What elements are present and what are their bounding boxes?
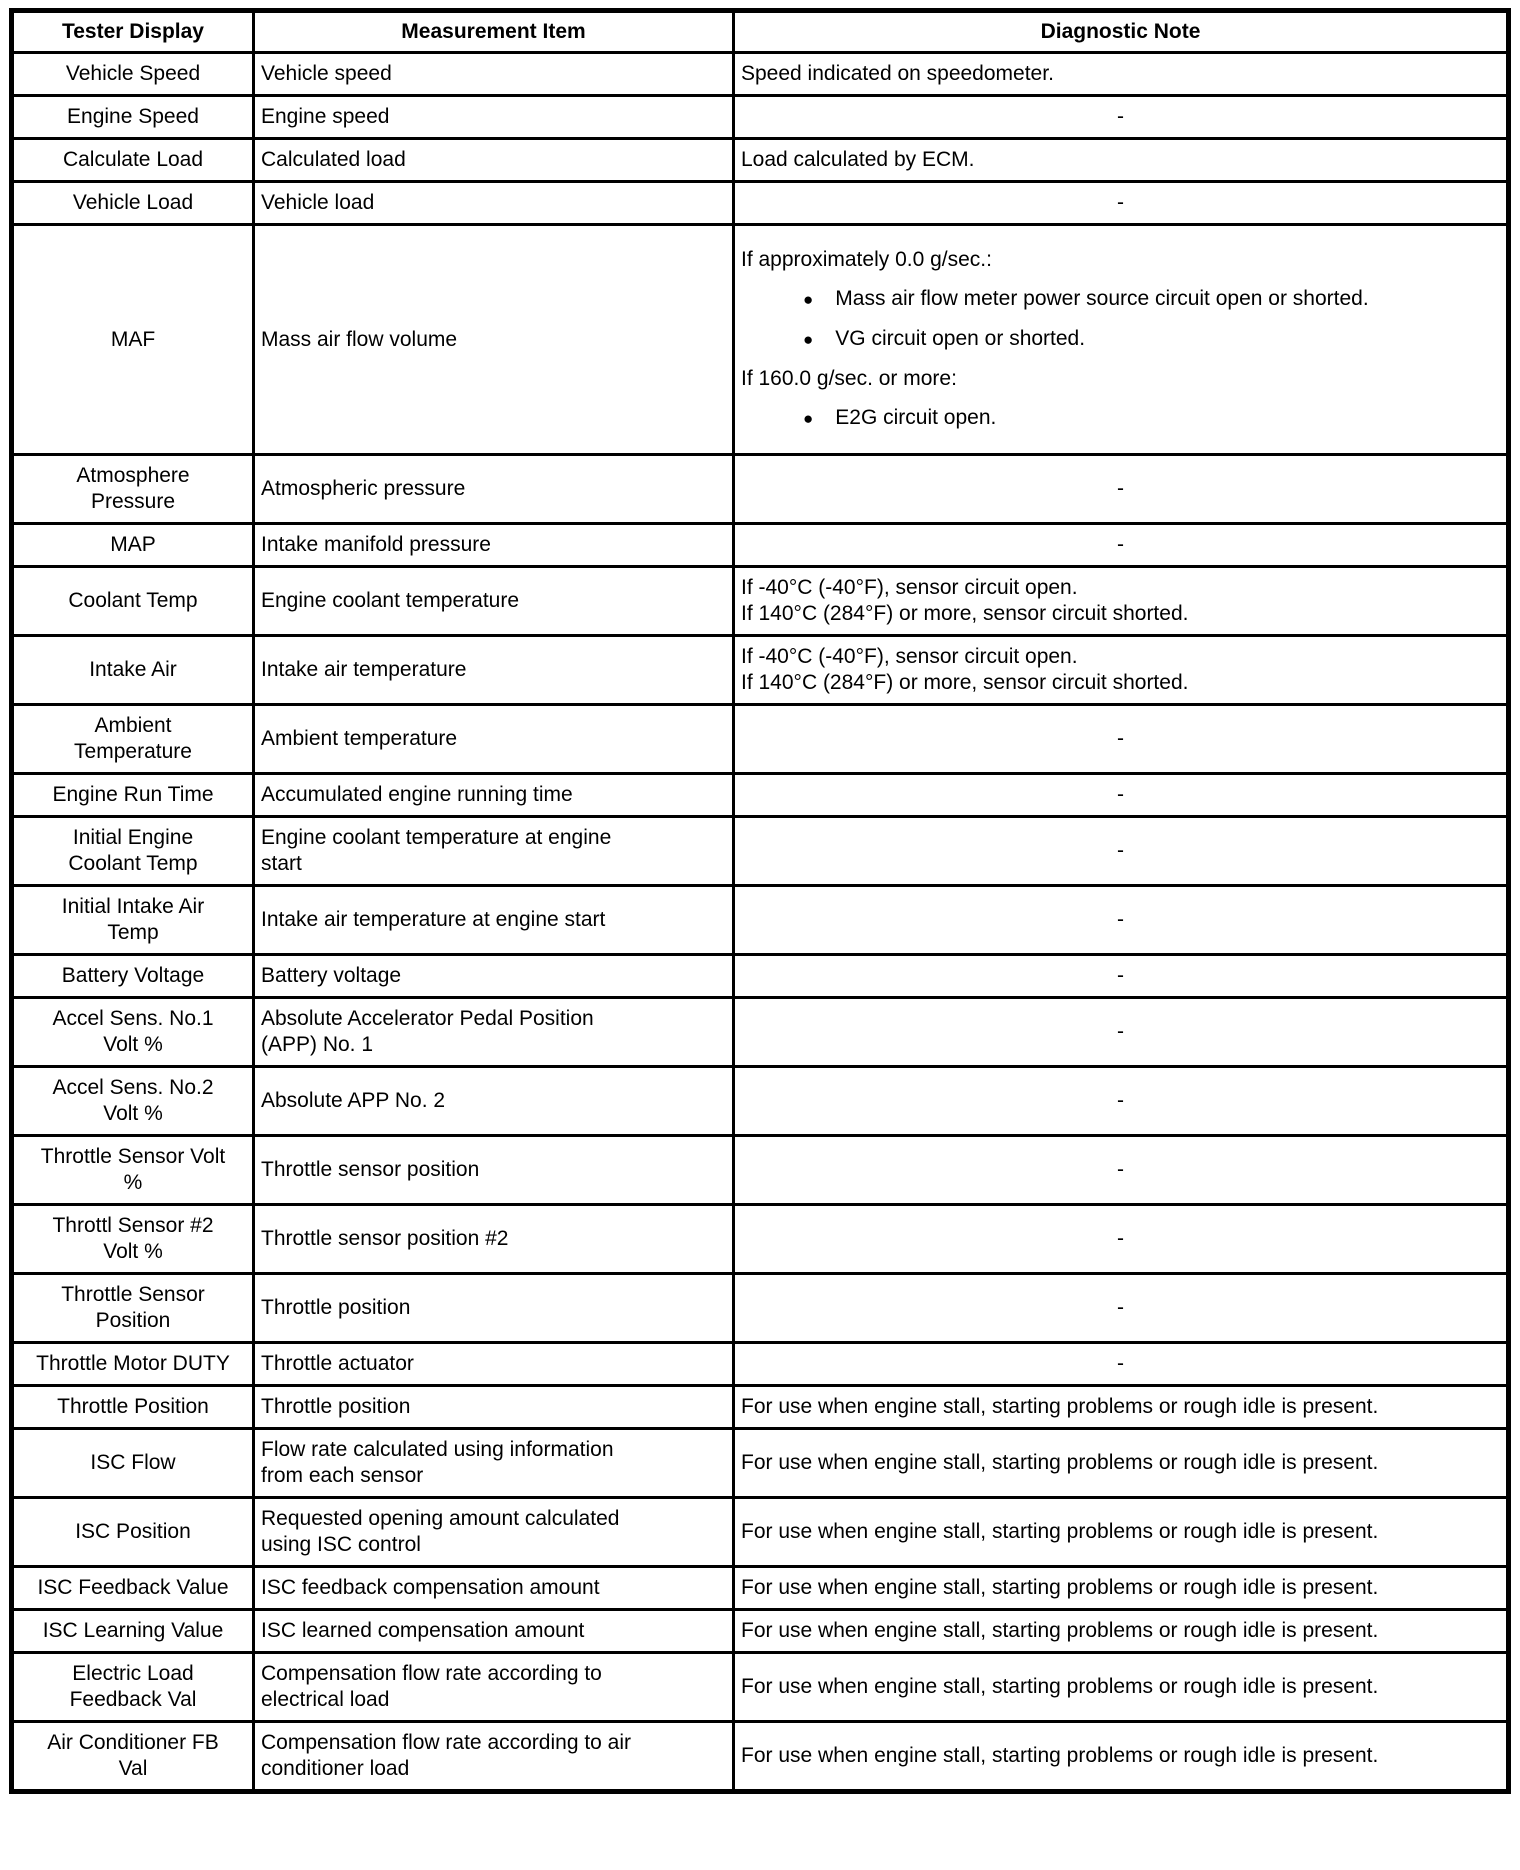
cell-line: Calculated load (261, 148, 406, 171)
cell-line: Electric Load (72, 1662, 194, 1685)
cell-line: ISC feedback compensation amount (261, 1576, 600, 1599)
note-line: If -40°C (-40°F), sensor circuit open. (741, 645, 1078, 668)
tester-display-cell (12, 455, 254, 524)
diagnostic-note-cell (734, 455, 1509, 524)
measurement-item-cell (254, 705, 734, 774)
tester-display-cell (12, 1067, 254, 1136)
cell-line: Engine Speed (67, 105, 199, 128)
cell-line: % (123, 1171, 143, 1194)
cell-line: conditioner load (261, 1757, 410, 1780)
bullet-icon: ● (803, 290, 814, 309)
table-row (12, 886, 1509, 955)
cell-line: MAP (110, 533, 156, 556)
diagnostic-note-cell (734, 817, 1509, 886)
cell-line: Throttle sensor position (261, 1158, 480, 1181)
table-row (12, 524, 1509, 567)
table-row (12, 182, 1509, 225)
measurement-item-cell (254, 1386, 734, 1429)
cell-line: Val (118, 1757, 148, 1780)
note-line: For use when engine stall, starting problems or rough idle is present. (741, 1675, 1379, 1698)
tester-display-cell (12, 524, 254, 567)
dash-placeholder: - (1117, 1020, 1124, 1043)
diagnostic-note-cell (734, 96, 1509, 139)
cell-line: Throttle Position (57, 1395, 209, 1418)
dash-placeholder: - (1117, 908, 1124, 931)
cell-line: from each sensor (261, 1464, 424, 1487)
dash-placeholder: - (1117, 1158, 1124, 1181)
cell-line: Air Conditioner FB (47, 1731, 219, 1754)
note-line: Load calculated by ECM. (741, 148, 975, 171)
measurement-item-cell (254, 1067, 734, 1136)
measurement-item-cell (254, 1610, 734, 1653)
cell-line: Absolute Accelerator Pedal Position (261, 1007, 594, 1030)
cell-line: ISC learned compensation amount (261, 1619, 585, 1642)
cell-line: Throttle sensor position #2 (261, 1227, 509, 1250)
cell-line: Intake air temperature (261, 658, 467, 681)
diagnostic-note-cell (734, 225, 1509, 455)
cell-line: Pressure (90, 490, 176, 513)
cell-line: Ambient (94, 714, 172, 737)
table-header-row (12, 11, 1509, 53)
column-header-diagnostic-note: Diagnostic Note (734, 11, 1509, 53)
tester-display-cell (12, 1274, 254, 1343)
table-row (12, 1498, 1509, 1567)
table-row (12, 1722, 1509, 1792)
table-row (12, 1343, 1509, 1386)
dash-placeholder: - (1117, 727, 1124, 750)
tester-display-cell (12, 955, 254, 998)
cell-line: Accumulated engine running time (261, 783, 573, 806)
tester-display-cell (12, 705, 254, 774)
measurement-item-cell (254, 1343, 734, 1386)
measurement-item-cell (254, 998, 734, 1067)
tester-display-cell (12, 1136, 254, 1205)
table-row (12, 1274, 1509, 1343)
diagnostic-note-cell (734, 1653, 1509, 1722)
tester-display-cell (12, 1567, 254, 1610)
cell-line: Requested opening amount calculated (261, 1507, 620, 1530)
cell-line: Temp (107, 921, 159, 944)
table-row (12, 1067, 1509, 1136)
table-row (12, 955, 1509, 998)
table-row (12, 567, 1509, 636)
measurement-item-cell (254, 524, 734, 567)
diagnostic-note-cell (734, 1136, 1509, 1205)
note-line: If approximately 0.0 g/sec.: (741, 248, 992, 271)
tester-display-cell (12, 1610, 254, 1653)
cell-line: Throttle actuator (261, 1352, 414, 1375)
diagnostic-note-cell (734, 636, 1509, 705)
tester-display-cell (12, 139, 254, 182)
note-line: For use when engine stall, starting problems or rough idle is present. (741, 1619, 1379, 1642)
diagnostic-note-cell (734, 139, 1509, 182)
measurement-item-cell (254, 1205, 734, 1274)
measurement-item-cell (254, 1429, 734, 1498)
cell-line: Position (95, 1309, 171, 1332)
cell-line: Engine Run Time (52, 783, 214, 806)
cell-line: Compensation flow rate according to air (261, 1731, 632, 1754)
table-row (12, 1653, 1509, 1722)
cell-line: Throttl Sensor #2 (52, 1214, 214, 1237)
note-line: Speed indicated on speedometer. (741, 62, 1054, 85)
table-row (12, 774, 1509, 817)
dash-placeholder: - (1117, 191, 1124, 214)
tester-display-cell (12, 886, 254, 955)
tester-display-cell (12, 1498, 254, 1567)
tester-display-cell (12, 774, 254, 817)
diagnostic-note-cell (734, 955, 1509, 998)
bullet-text: E2G circuit open. (835, 406, 997, 429)
cell-line: Mass air flow volume (261, 327, 458, 351)
table-row (12, 1136, 1509, 1205)
cell-line: Vehicle load (261, 191, 375, 214)
table-row (12, 1205, 1509, 1274)
cell-line: ISC Learning Value (42, 1619, 224, 1642)
cell-line: Intake Air (89, 658, 177, 681)
tester-display-cell (12, 1429, 254, 1498)
cell-line: ISC Flow (90, 1451, 176, 1474)
table-row (12, 53, 1509, 96)
table-row (12, 1610, 1509, 1653)
cell-line: Volt % (103, 1240, 163, 1263)
measurement-item-cell (254, 1567, 734, 1610)
measurement-item-cell (254, 955, 734, 998)
cell-line: Battery voltage (261, 964, 402, 987)
measurement-item-cell (254, 1653, 734, 1722)
cell-line: MAF (110, 327, 156, 351)
cell-line: using ISC control (261, 1533, 421, 1556)
dash-placeholder: - (1117, 964, 1124, 987)
dash-placeholder: - (1117, 1352, 1124, 1375)
cell-line: Throttle position (261, 1296, 411, 1319)
cell-line: Intake manifold pressure (261, 533, 491, 556)
tester-display-cell (12, 817, 254, 886)
cell-line: (APP) No. 1 (261, 1033, 374, 1056)
note-line: If -40°C (-40°F), sensor circuit open. (741, 576, 1078, 599)
cell-line: Initial Engine (72, 826, 194, 849)
bullet-item (741, 286, 1500, 313)
table-row (12, 998, 1509, 1067)
column-header-measurement-item: Measurement Item (254, 11, 734, 53)
measurement-item-cell (254, 1498, 734, 1567)
measurement-item-cell (254, 636, 734, 705)
cell-line: Vehicle Load (72, 191, 194, 214)
cell-line: Coolant Temp (68, 589, 198, 612)
diagnostic-note-cell (734, 53, 1509, 96)
diagnostic-note-cell (734, 182, 1509, 225)
diagnostic-note-cell (734, 1567, 1509, 1610)
tester-display-cell (12, 225, 254, 455)
dash-placeholder: - (1117, 839, 1124, 862)
note-line: For use when engine stall, starting problems or rough idle is present. (741, 1576, 1379, 1599)
cell-line: Flow rate calculated using information (261, 1438, 614, 1461)
cell-line: ISC Feedback Value (37, 1576, 229, 1599)
note-line: If 140°C (284°F) or more, sensor circuit shorted. (741, 671, 1189, 694)
table-row (12, 636, 1509, 705)
cell-line: start (261, 852, 302, 875)
measurement-item-cell (254, 139, 734, 182)
dash-placeholder: - (1117, 1227, 1124, 1250)
diagnostic-note-cell (734, 1722, 1509, 1792)
table-row (12, 1429, 1509, 1498)
tester-display-cell (12, 96, 254, 139)
cell-line: Atmosphere (76, 464, 190, 487)
tester-display-cell (12, 1343, 254, 1386)
diagnostic-note-cell (734, 524, 1509, 567)
cell-line: Accel Sens. No.2 (52, 1076, 214, 1099)
diagnostic-note-cell (734, 1067, 1509, 1136)
tester-display-cell (12, 636, 254, 705)
cell-line: Accel Sens. No.1 (52, 1007, 214, 1030)
dash-placeholder: - (1117, 1089, 1124, 1112)
cell-line: Vehicle speed (261, 62, 392, 85)
note-line: For use when engine stall, starting problems or rough idle is present. (741, 1451, 1379, 1474)
cell-line: Engine speed (261, 105, 390, 128)
bullet-item (741, 326, 1500, 353)
cell-line: Throttle Sensor (61, 1283, 205, 1306)
measurement-item-cell (254, 53, 734, 96)
cell-line: Coolant Temp (68, 852, 198, 875)
diagnostic-note-cell (734, 774, 1509, 817)
cell-line: Temperature (74, 740, 192, 763)
cell-line: Vehicle Speed (65, 62, 201, 85)
cell-line: Ambient temperature (261, 727, 458, 750)
measurement-item-cell (254, 455, 734, 524)
cell-line: Atmospheric pressure (261, 477, 466, 500)
note-line: For use when engine stall, starting problems or rough idle is present. (741, 1395, 1379, 1418)
tester-display-cell (12, 1386, 254, 1429)
tester-display-cell (12, 998, 254, 1067)
diagnostic-note-cell (734, 1610, 1509, 1653)
cell-line: electrical load (261, 1688, 390, 1711)
cell-line: Intake air temperature at engine start (261, 908, 606, 931)
measurement-item-cell (254, 817, 734, 886)
cell-line: Battery Voltage (61, 964, 205, 987)
bullet-icon: ● (803, 330, 814, 349)
tester-display-cell (12, 53, 254, 96)
measurement-item-cell (254, 96, 734, 139)
tester-display-cell (12, 1722, 254, 1792)
measurement-item-cell (254, 182, 734, 225)
table-row (12, 139, 1509, 182)
measurement-item-cell (254, 1722, 734, 1792)
diagnostic-note-cell (734, 998, 1509, 1067)
diagnostic-note-cell (734, 886, 1509, 955)
cell-line: Compensation flow rate according to (261, 1662, 602, 1685)
table-body (12, 53, 1509, 1792)
tester-display-cell (12, 1205, 254, 1274)
cell-line: Absolute APP No. 2 (261, 1089, 446, 1112)
measurement-item-cell (254, 886, 734, 955)
diagnostic-note-cell (734, 1343, 1509, 1386)
diagnostic-note-cell (734, 1386, 1509, 1429)
cell-line: Engine coolant temperature at engine (261, 826, 612, 849)
tester-display-cell (12, 567, 254, 636)
note-line: If 140°C (284°F) or more, sensor circuit shorted. (741, 602, 1189, 625)
cell-line: Calculate Load (62, 148, 204, 171)
diagnostic-note-cell (734, 705, 1509, 774)
table-row (12, 96, 1509, 139)
dash-placeholder: - (1117, 105, 1124, 128)
table-row (12, 1386, 1509, 1429)
diagnostic-note-cell (734, 1205, 1509, 1274)
table-row (12, 1567, 1509, 1610)
cell-line: Volt % (103, 1102, 163, 1125)
cell-line: Engine coolant temperature (261, 589, 519, 612)
measurement-item-cell (254, 774, 734, 817)
diagnostic-data-table (9, 8, 1511, 1794)
bullet-item (741, 405, 1500, 432)
dash-placeholder: - (1117, 783, 1124, 806)
note-line: For use when engine stall, starting problems or rough idle is present. (741, 1520, 1379, 1543)
diagnostic-note-cell (734, 1429, 1509, 1498)
tester-display-cell (12, 1653, 254, 1722)
note-line: For use when engine stall, starting problems or rough idle is present. (741, 1744, 1379, 1767)
cell-line: Throttle Sensor Volt (40, 1145, 226, 1168)
diagnostic-note-cell (734, 567, 1509, 636)
measurement-item-cell (254, 567, 734, 636)
cell-line: Initial Intake Air (61, 895, 205, 918)
cell-line: Volt % (103, 1033, 163, 1056)
table-row (12, 455, 1509, 524)
cell-line: ISC Position (75, 1520, 191, 1543)
measurement-item-cell (254, 225, 734, 455)
measurement-item-cell (254, 1274, 734, 1343)
table-row (12, 705, 1509, 774)
cell-line: Throttle Motor DUTY (36, 1352, 230, 1375)
bullet-icon: ● (803, 409, 814, 428)
table-row (12, 817, 1509, 886)
cell-line: Feedback Val (69, 1688, 197, 1711)
dash-placeholder: - (1117, 1296, 1124, 1319)
column-header-tester-display: Tester Display (12, 11, 254, 53)
cell-line: Throttle position (261, 1395, 411, 1418)
table-row (12, 225, 1509, 455)
bullet-text: VG circuit open or shorted. (835, 327, 1086, 350)
measurement-item-cell (254, 1136, 734, 1205)
diagnostic-note-cell (734, 1274, 1509, 1343)
bullet-text: Mass air flow meter power source circuit open or shorted. (835, 287, 1369, 310)
diagnostic-note-cell (734, 1498, 1509, 1567)
tester-display-cell (12, 182, 254, 225)
note-line: If 160.0 g/sec. or more: (741, 367, 957, 390)
dash-placeholder: - (1117, 533, 1124, 556)
dash-placeholder: - (1117, 477, 1124, 500)
